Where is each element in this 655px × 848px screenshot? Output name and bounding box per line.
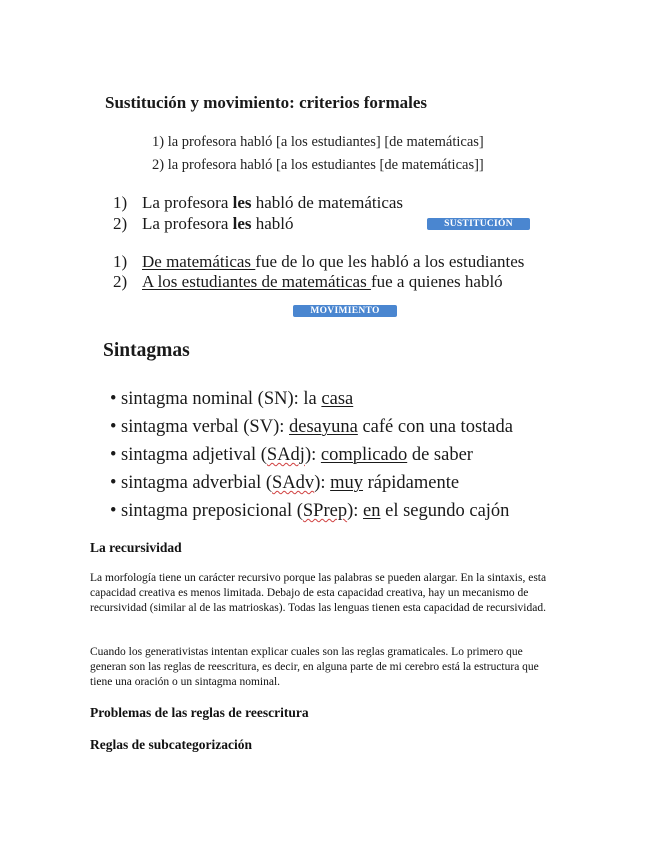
bullet-item-sv	[110, 417, 513, 438]
bullet: •	[110, 445, 117, 465]
text: rápidamente	[363, 473, 460, 493]
bullet: •	[110, 417, 117, 437]
text: ):	[304, 445, 321, 465]
bullet-item-sadv	[110, 473, 459, 494]
example-1: 1) la profesora habló [a los estudiantes] [de matemáticas]	[152, 134, 484, 150]
text: sintagma adverbial (	[121, 473, 273, 493]
slide1-title: Sustitución y movimiento: criterios formales	[105, 93, 427, 112]
substitution-line-2	[113, 214, 294, 234]
slide2-title: Sintagmas	[103, 340, 190, 361]
movement-line-2	[113, 272, 503, 292]
text: café con una tostada	[357, 417, 513, 437]
moved-constituent: A los estudiantes de matemáticas	[142, 272, 371, 291]
pronoun-les: les	[232, 193, 252, 212]
text: habló de matemáticas	[251, 193, 404, 212]
text: fue de lo que les habló a los estudiantes	[255, 252, 525, 271]
movement-badge: MOVIMIENTO	[293, 305, 397, 317]
text: sintagma verbal (SV):	[121, 417, 289, 437]
text: ):	[347, 501, 364, 521]
bullet-item-sprep	[110, 501, 509, 522]
line-number: 1)	[113, 193, 128, 212]
pronoun-les: les	[232, 214, 252, 233]
line-number: 2)	[113, 214, 128, 233]
abbreviation: SPrep	[302, 501, 348, 521]
head-word: muy	[330, 473, 364, 493]
paragraph-recursividad: La morfología tiene un carácter recursivo porque las palabras se pueden alargar. En la sintaxis, esta capacidad creativa es menos limitada. Debajo de esta capacidad creativa, hay un mecanismo de recursividad (similar al de las matrioskas). Todas las lenguas tienen esta capacidad de recursividad.	[90, 572, 547, 614]
bullet: •	[110, 473, 117, 493]
line-number: 2)	[113, 272, 128, 291]
text: sintagma preposicional (	[121, 501, 303, 521]
text: sintagma nominal (SN): la	[121, 389, 322, 409]
line-number: 1)	[113, 252, 128, 271]
example-2: 2) la profesora habló [a los estudiantes [de matemáticas]]	[152, 157, 484, 173]
heading-problemas: Problemas de las reglas de reescritura	[90, 705, 309, 720]
text: de saber	[407, 445, 473, 465]
head-word: en	[363, 501, 381, 521]
bullet: •	[110, 389, 117, 409]
paragraph-generativistas: Cuando los generativistas intentan explicar cuales son las reglas gramaticales. Lo primero que generan son las reglas de reescritura, es decir, en alguna parte de mi cerebro está la estructura que tiene una oración o un sintagma nominal.	[90, 646, 539, 688]
movement-line-1	[113, 252, 524, 272]
heading-recursividad: La recursividad	[90, 540, 182, 555]
text: sintagma adjetival (	[121, 445, 267, 465]
text: ):	[314, 473, 331, 493]
bullet-item-sadj	[110, 445, 473, 466]
text: La profesora	[142, 214, 233, 233]
abbreviation: SAdv	[272, 473, 315, 493]
head-word: casa	[321, 389, 354, 409]
heading-subcategorizacion: Reglas de subcategorización	[90, 737, 252, 752]
text: La profesora	[142, 193, 233, 212]
head-word: complicado	[320, 445, 408, 465]
text: fue a quienes habló	[370, 272, 503, 291]
bullet: •	[110, 501, 117, 521]
text: habló	[251, 214, 294, 233]
moved-constituent: De matemáticas	[142, 252, 256, 271]
text: el segundo cajón	[380, 501, 510, 521]
abbreviation: SAdj	[266, 445, 305, 465]
substitution-badge: SUSTITUCIÓN	[427, 218, 530, 230]
head-word: desayuna	[289, 417, 358, 437]
substitution-line-1	[113, 193, 403, 213]
bullet-item-sn	[110, 389, 353, 410]
